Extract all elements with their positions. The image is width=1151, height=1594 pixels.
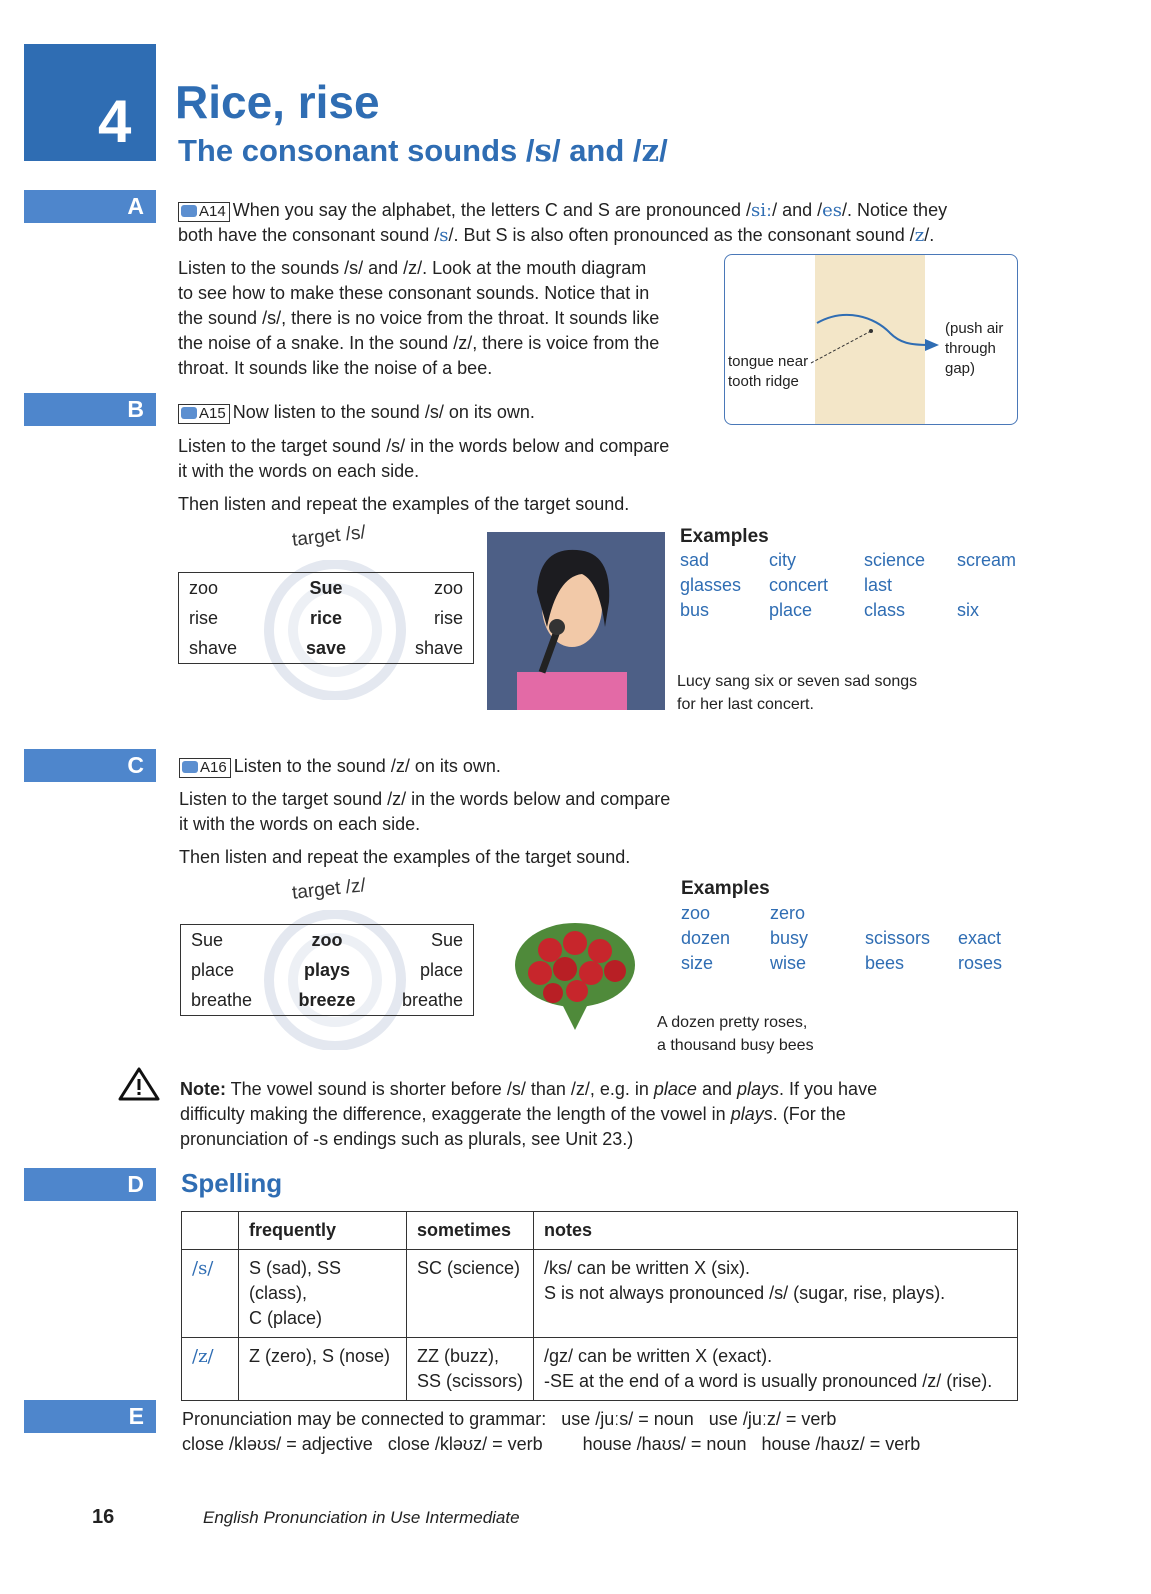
page-number: 16 [92, 1506, 115, 1528]
section-c-line1: A16 Listen to the sound /z/ on its own. [179, 754, 501, 779]
table-row: zoo zero [681, 903, 806, 923]
examples-table-s [680, 550, 1016, 625]
page-title: Rice, rise [175, 76, 380, 128]
audio-track-a15[interactable]: A15 [178, 404, 230, 424]
section-a-explanation: Listen to the sounds /s/ and /z/. Look at the mouth diagram to see how to make these consonant sounds. Notice that in the sound /s/, there is no voice from the throat. It sounds like the noise of a snake. In the sound /z/, there is voice from the throat. It sounds like the noise of a bee. [178, 258, 660, 378]
table-row: Sue zoo Sue [191, 929, 463, 950]
table-row: breathe breeze breathe [191, 989, 463, 1010]
audio-icon [182, 761, 198, 773]
warning-icon [118, 1066, 160, 1102]
table-row: dozen busy scissors exact [681, 928, 1002, 948]
spelling-heading: Spelling [181, 1168, 283, 1198]
comparison-table-s [178, 572, 474, 664]
section-c-line3: Then listen and repeat the examples of the target sound. [179, 847, 631, 867]
section-b-line2: Listen to the target sound /s/ in the words below and compare it with the words on each side. [178, 436, 670, 481]
page-subtitle: The consonant sounds /s/ and /z/ [178, 133, 668, 169]
section-d-marker: D [24, 1168, 156, 1201]
note-text: Note: The vowel sound is shorter before /s/ than /z/, e.g. in place and plays. If you have difficulty making the difference, exaggerate the length of the vowel in plays. (For the pronunciation of -s endings such as plurals, see Unit 23.) [180, 1079, 878, 1149]
target-label-z: target /z/ [291, 875, 367, 904]
examples-table-z [681, 903, 1002, 978]
section-c-marker: C [24, 749, 156, 782]
section-a-marker: A [24, 190, 156, 223]
comparison-table-z [180, 924, 474, 1016]
table-row: frequently sometimes notes [182, 1212, 1018, 1250]
table-row: glasses concert last [680, 575, 893, 595]
section-b-line3: Then listen and repeat the examples of the target sound. [178, 494, 630, 514]
section-e-text: Pronunciation may be connected to grammar: use /juːs/ = noun use /juːz/ = verb close /kləʊs/ = adjective close /kləʊz/ = verb house /haʊs/ = noun house /haʊz/ = verb [182, 1409, 921, 1454]
table-row: /z/ Z (zero), S (nose) ZZ (buzz), SS (scissors) /gz/ can be written X (exact). -SE at the end of a word is usually pronounced /z/ (rise). [182, 1338, 1018, 1401]
book-title: English Pronunciation in Use Intermediate [203, 1508, 520, 1527]
table-row: size wise bees roses [681, 953, 1003, 973]
table-row: /s/ S (sad), SS (class), C (place) SC (science) /ks/ can be written X (six). S is not always pronounced /s/ (sugar, rise, plays). [182, 1250, 1018, 1338]
caption-s: Lucy sang six or seven sad songs for her last concert. [677, 673, 918, 713]
audio-track-a14[interactable]: A14 [178, 202, 230, 222]
target-label-s: target /s/ [291, 522, 367, 551]
table-row: zoo Sue zoo [189, 577, 463, 598]
unit-number-box [24, 44, 156, 161]
roses-illustration [495, 895, 655, 1035]
examples-heading-z: Examples [681, 878, 770, 899]
audio-icon [181, 407, 197, 419]
table-row: bus place class six [680, 600, 979, 620]
section-e-marker: E [24, 1400, 156, 1433]
section-b-marker: B [24, 393, 156, 426]
audio-track-a16[interactable]: A16 [179, 758, 231, 778]
caption-z: A dozen pretty roses, a thousand busy bees [657, 1014, 814, 1054]
diagram-label-tongue: tongue near tooth ridge [728, 353, 809, 390]
audio-icon [181, 205, 197, 217]
unit-number: 4 [98, 88, 132, 155]
section-c-line2: Listen to the target sound /z/ in the words below and compare it with the words on each side. [179, 789, 671, 834]
examples-heading-s: Examples [680, 526, 769, 547]
diagram-label-air: (push air through gap) [945, 320, 1004, 377]
table-row: shave save shave [189, 637, 463, 658]
singer-illustration [487, 532, 665, 710]
section-a-intro: A14 When you say the alphabet, the letters C and S are pronounced /siː/ and /es/. Notice they both have the consonant sound /s/. But S is also often pronounced as the consonant sound /z/. [178, 200, 948, 246]
table-row: sad city science scream [680, 550, 1017, 570]
table-row: place plays place [191, 959, 463, 980]
table-row: rise rice rise [189, 607, 463, 628]
spelling-table [181, 1211, 1018, 1401]
mouth-diagram [724, 254, 1018, 425]
section-b-line1: A15 Now listen to the sound /s/ on its own. [178, 400, 535, 425]
